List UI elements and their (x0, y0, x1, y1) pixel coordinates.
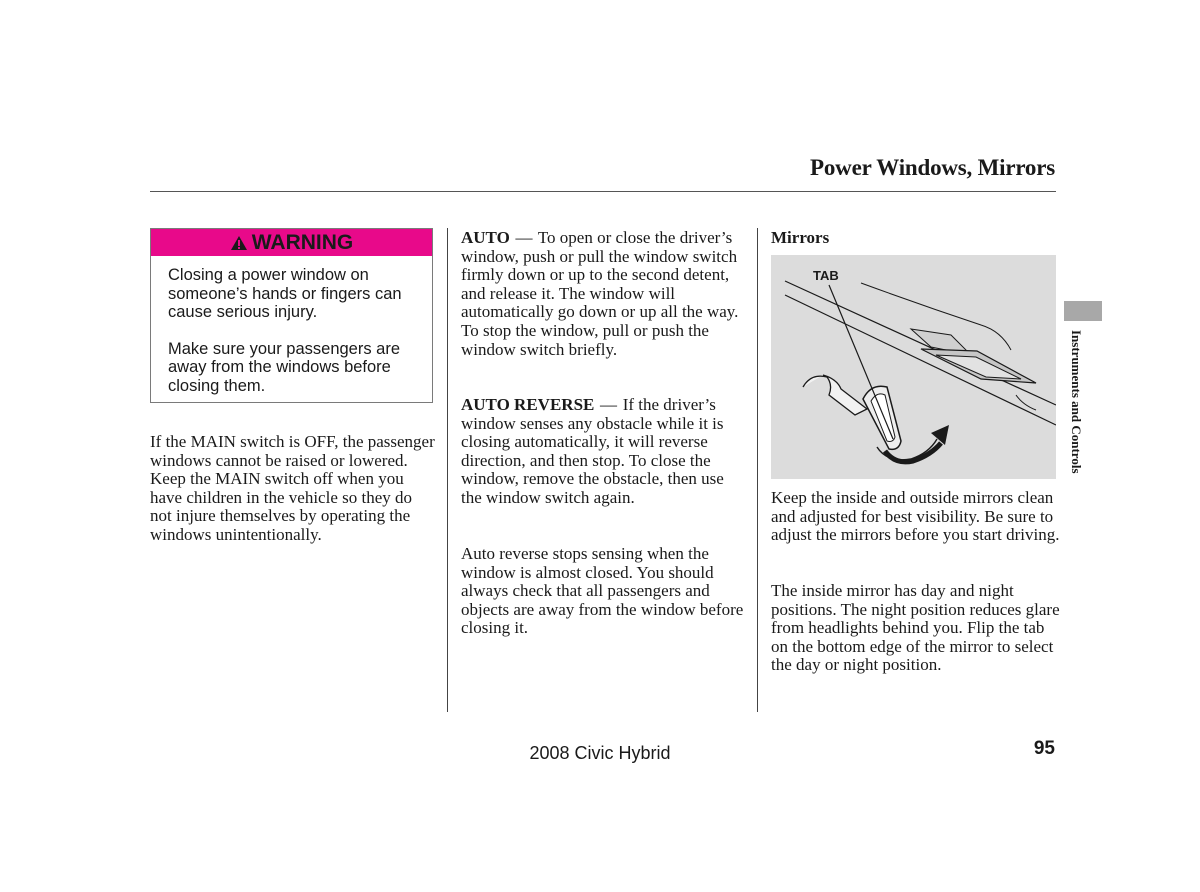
em-dash: — (514, 228, 534, 247)
warning-header (151, 229, 432, 256)
auto-heading: AUTO (461, 228, 510, 247)
auto-paragraph (461, 229, 746, 359)
rearview-mirror-illustration (771, 255, 1056, 479)
page-number: 95 (1033, 738, 1055, 759)
tab-label: TAB (813, 268, 839, 283)
em-dash: — (598, 395, 619, 414)
warning-box (150, 228, 433, 403)
footer-model: 2008 Civic Hybrid (529, 743, 671, 763)
warning-text (151, 256, 432, 396)
column-divider-1 (447, 228, 448, 712)
mirrors-heading: Mirrors (771, 228, 830, 247)
mirrors-paragraph-2: The inside mirror has day and night positions. The night position reduces glare from headlights behind you. Flip the tab on the bottom edge of the mirror to select the day or night position. (771, 581, 1060, 675)
title-rule (150, 191, 1056, 192)
section-tab-label: Instruments and Controls (1069, 330, 1084, 474)
warning-label: WARNING (251, 230, 354, 254)
warning-paragraph-1: Closing a power window on someone’s hands or fingers can cause serious injury. (168, 266, 402, 322)
warning-paragraph-2: Make sure your passengers are away from the windows before closing them. (168, 339, 401, 395)
mirrors-paragraph-1: Keep the inside and outside mirrors clean and adjusted for best visibility. Be sure to adjust the mirrors before you start driving. (771, 488, 1060, 545)
section-tab-marker (1064, 301, 1102, 321)
auto-text: To open or close the driver’s window, push or pull the window switch firmly down or up to the second detent, and release it. The window will automatically go down or up all the way. To stop the window, pull or push the window switch briefly. (461, 228, 739, 359)
auto-reverse-heading: AUTO REVERSE (461, 395, 595, 414)
main-switch-paragraph: If the MAIN switch is OFF, the passenger windows cannot be raised or lowered. Keep the MAIN switch off when you have children in the vehicle so they do not injure themselves by operating the windows unintentionally. (150, 432, 435, 544)
auto-reverse-paragraph (461, 396, 746, 508)
column-divider-2 (757, 228, 758, 712)
mirror-figure (771, 255, 1056, 479)
warning-triangle-icon (230, 235, 248, 251)
auto-reverse-text: If the driver’s window senses any obstacle while it is closing automatically, it will reverse direction, and then stop. To close the window, remove the obstacle, then use the window switch again. (461, 395, 724, 507)
auto-reverse-note: Auto reverse stops sensing when the window is almost closed. You should always check that all passengers and objects are away from the window before closing it. (461, 544, 744, 638)
page-title: Power Windows, Mirrors (810, 155, 1055, 180)
